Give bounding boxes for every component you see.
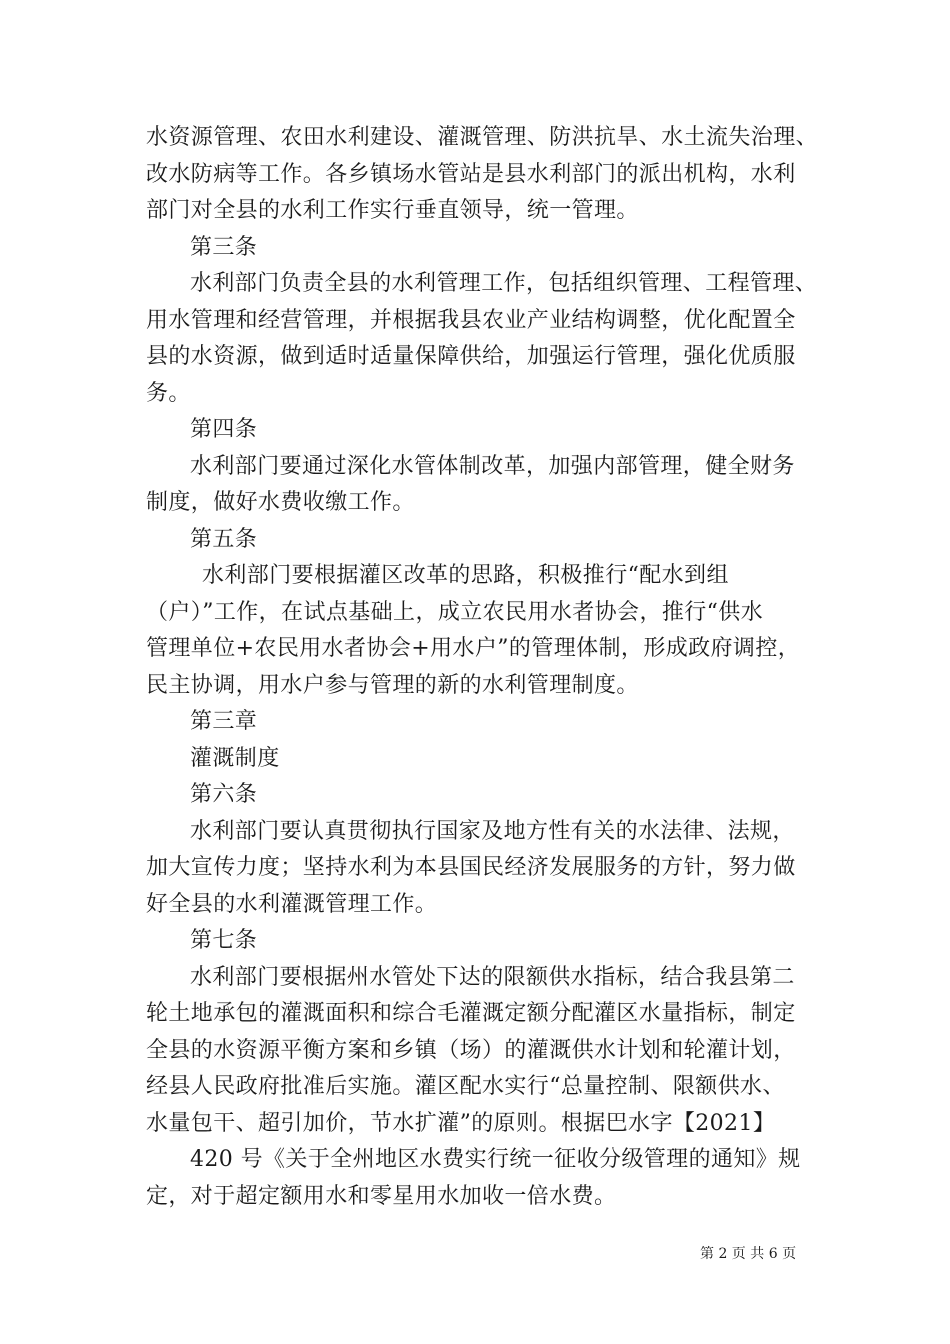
body-text-line: 定，对于超定额用水和零星用水加收一倍水费。	[146, 1183, 617, 1209]
body-text-line: 水利部门负责全县的水利管理工作，包括组织管理、工程管理、	[190, 271, 818, 296]
body-text-line: 水利部门要根据州水管处下达的限额供水指标，结合我县第二	[190, 964, 795, 990]
article-heading: 第七条	[190, 928, 258, 953]
body-text-line: 水资源管理、农田水利建设、灌溉管理、防洪抗旱、水土流失治理、	[146, 125, 819, 150]
body-text-line: 全县的水资源平衡方案和乡镇（场）的灌溉供水计划和轮灌计划，	[146, 1037, 796, 1063]
body-text-line: 务。	[146, 380, 191, 406]
article-heading: 第四条	[190, 417, 258, 442]
body-text-line: 用水管理和经营管理，并根据我县农业产业结构调整，优化配置全	[146, 307, 796, 333]
body-text-line: 420 号《关于全州地区水费实行统一征收分级管理的通知》规	[190, 1147, 801, 1172]
article-heading: 第五条	[190, 526, 258, 552]
body-text-line: 水利部门要根据灌区改革的思路，积极推行“配水到组	[202, 563, 729, 588]
page-number-footer: 第 2 页 共 6 页	[700, 1246, 797, 1262]
body-text-line: 县的水资源，做到适时适量保障供给，加强运行管理，强化优质服	[146, 344, 796, 369]
body-text-line: 制度，做好水费收缴工作。	[146, 490, 415, 515]
body-text-line: 加大宣传力度；坚持水利为本县国民经济发展服务的方针，努力做	[146, 855, 796, 880]
body-text-line: 轮土地承包的灌溉面积和综合毛灌溉定额分配灌区水量指标，制定	[146, 1001, 796, 1026]
document-body	[146, 120, 826, 1215]
body-text-line: （户）”工作，在试点基础上，成立农民用水者协会，推行“供水	[146, 599, 764, 625]
article-heading: 第三条	[190, 234, 258, 260]
body-text-line: 水利部门要通过深化水管体制改革，加强内部管理，健全财务	[190, 453, 795, 479]
chapter-heading: 第三章	[190, 709, 258, 734]
body-text-line: 改水防病等工作。各乡镇场水管站是县水利部门的派出机构，水利	[146, 161, 796, 187]
body-text-line: 民主协调，用水户参与管理的新的水利管理制度。	[146, 672, 639, 698]
article-heading: 第六条	[190, 782, 258, 807]
chapter-title: 灌溉制度	[190, 745, 280, 771]
body-text-line: 经县人民政府批准后实施。灌区配水实行“总量控制、限额供水、	[146, 1074, 785, 1099]
body-text-line: 水利部门要认真贯彻执行国家及地方性有关的水法律、法规，	[190, 818, 795, 844]
body-text-line: 水量包干、超引加价，节水扩灌”的原则。根据巴水字【2021】	[146, 1110, 776, 1136]
body-text-line: 部门对全县的水利工作实行垂直领导，统一管理。	[146, 198, 639, 223]
body-text-line: 好全县的水利灌溉管理工作。	[146, 891, 438, 917]
body-text-line: 管理单位+农民用水者协会+用水户”的管理体制，形成政府调控，	[146, 636, 801, 661]
